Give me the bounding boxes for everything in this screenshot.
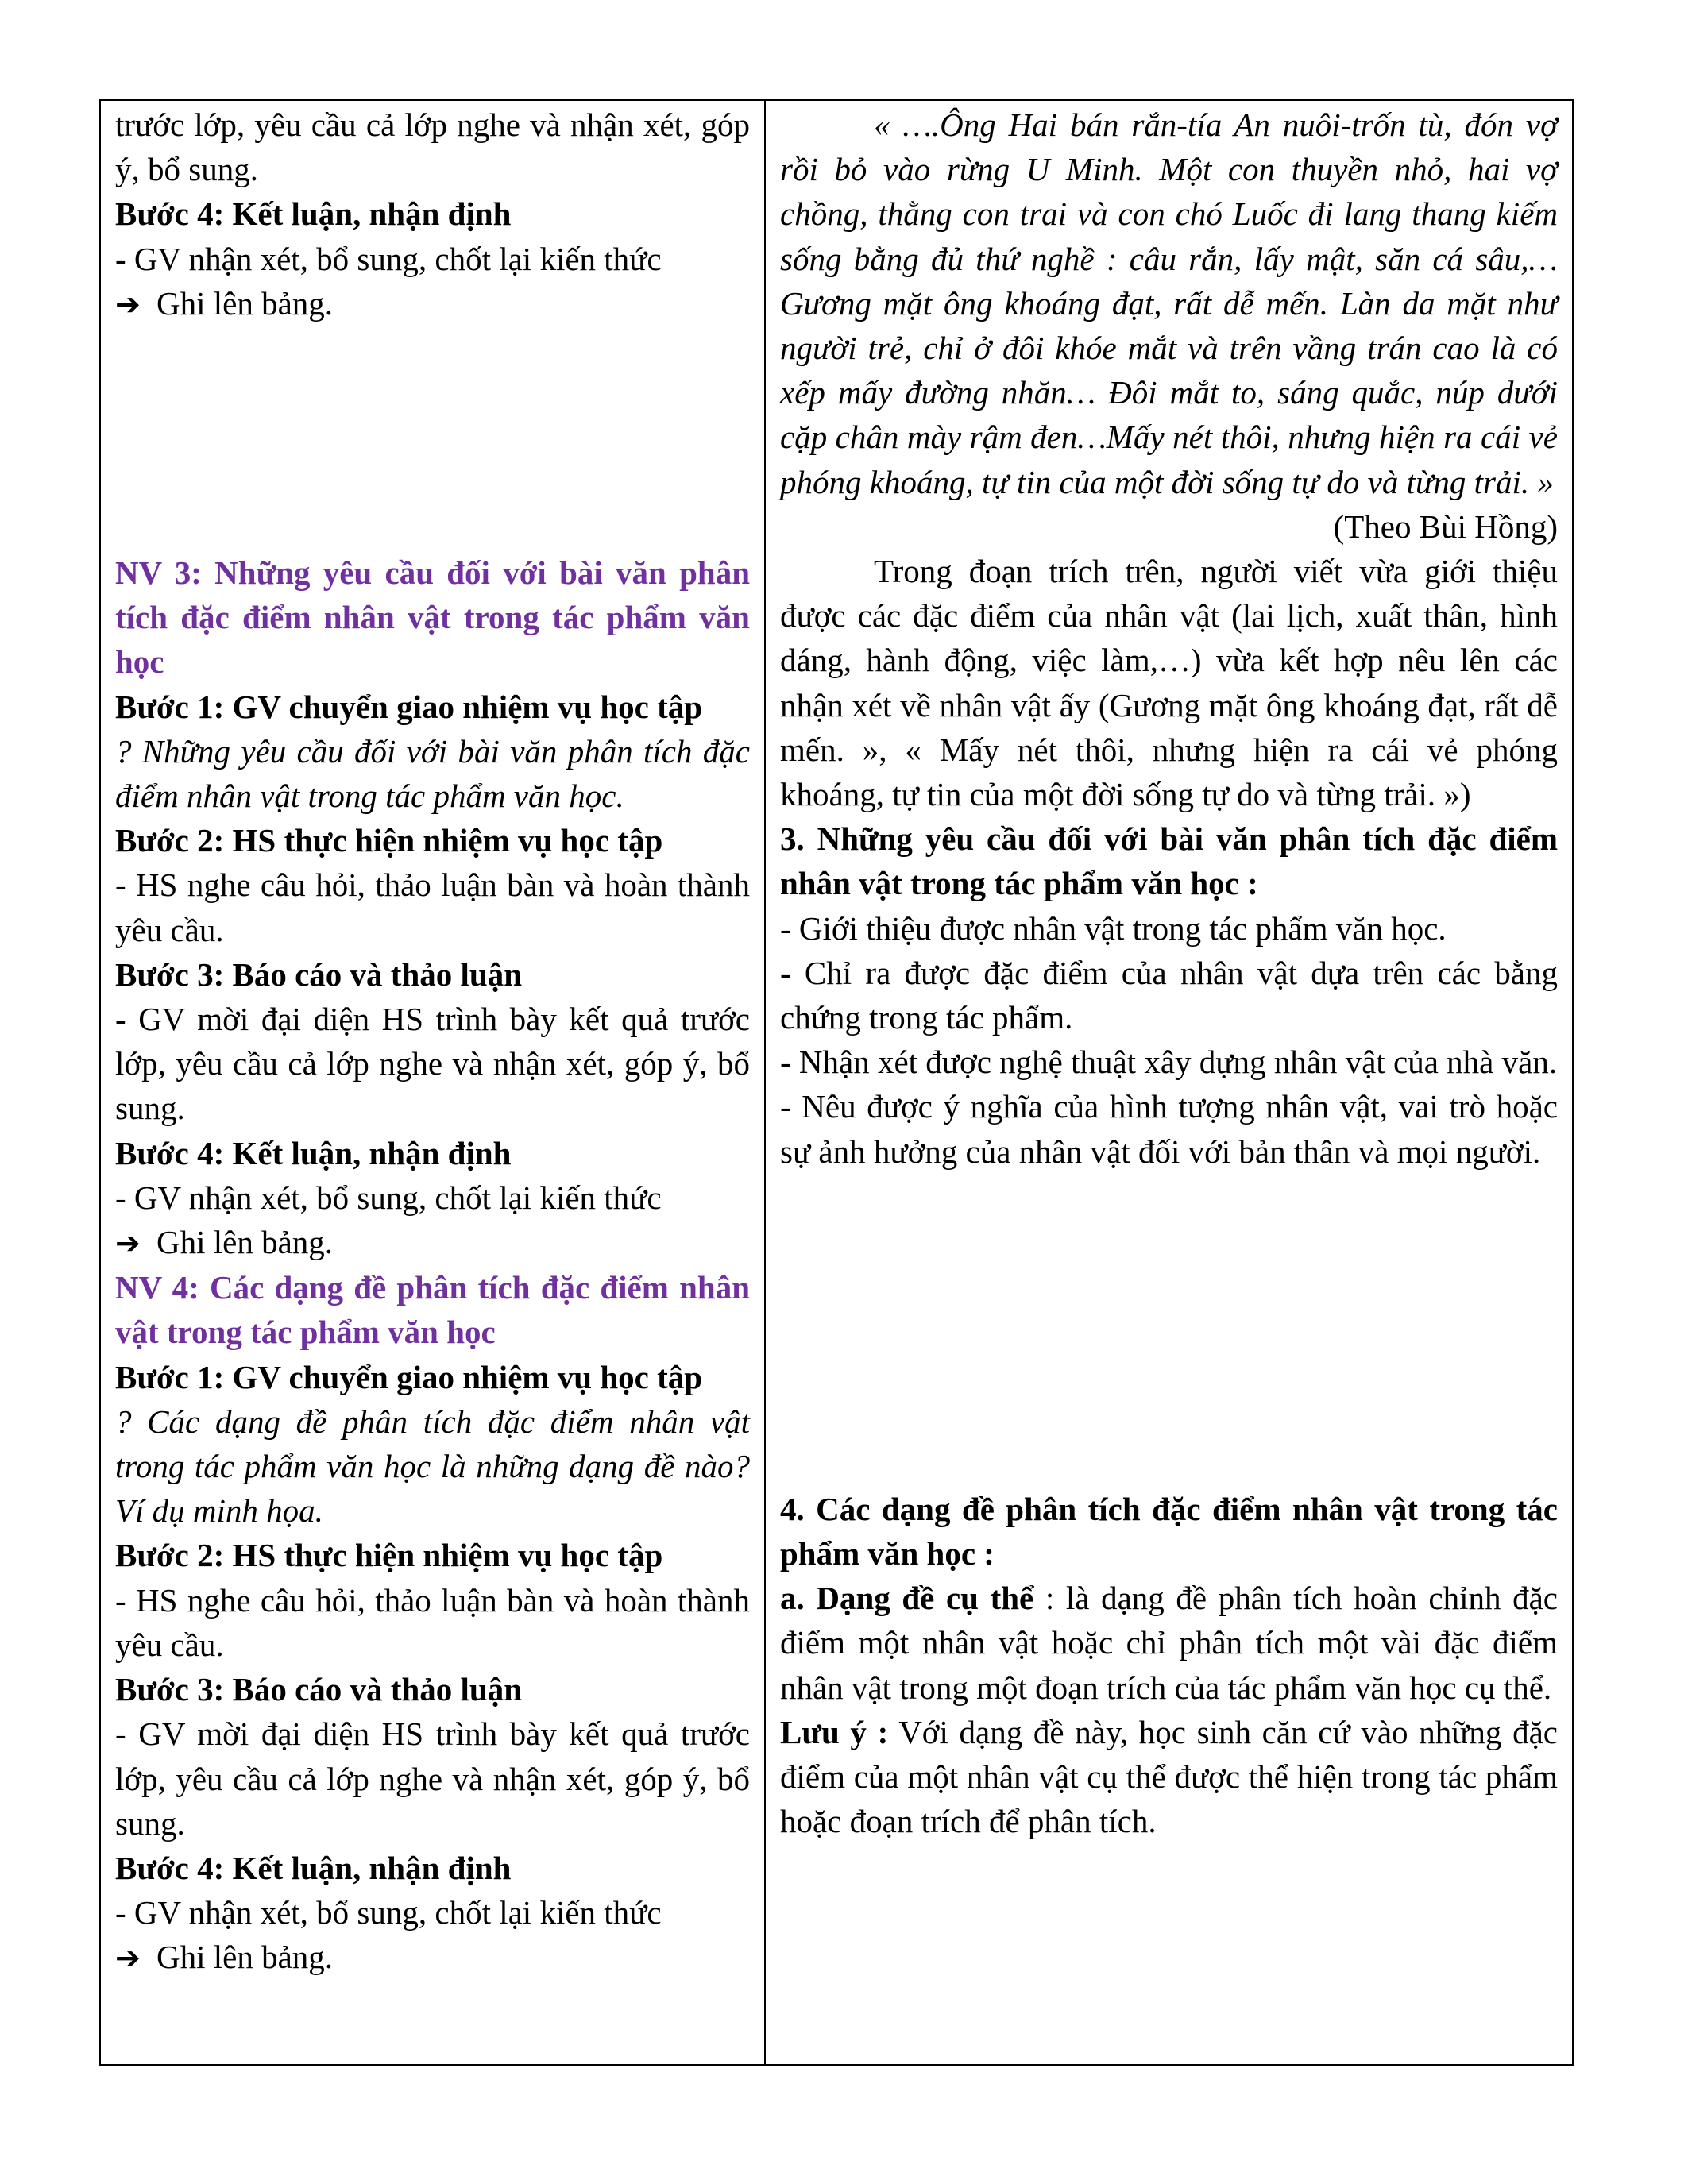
task-4-step4-text: - GV nhận xét, bổ sung, chốt lại kiến thức [115, 1894, 662, 1931]
step3-continuation: trước lớp, yêu cầu cả lớp nghe và nhận xét, góp ý, bổ sung. [115, 106, 750, 188]
task-3-step2-text: - HS nghe câu hỏi, thảo luận bàn và hoàn thành yêu cầu. [115, 866, 750, 948]
task-3-step4-heading: Bước 4: Kết luận, nhận định [115, 1134, 512, 1171]
lesson-table [99, 99, 1574, 2066]
form-a-paragraph [780, 1576, 1558, 1710]
task-3-question: ? Những yêu cầu đối với bài văn phân tích đặc điểm nhân vật trong tác phẩm văn học. [115, 732, 750, 815]
task-3-step4-text: - GV nhận xét, bổ sung, chốt lại kiến thức [115, 1179, 662, 1216]
task-4-step3-heading: Bước 3: Báo cáo và thảo luận [115, 1671, 522, 1708]
task-3-step3-text: - GV mời đại diện HS trình bày kết quả trước lớp, yêu cầu cả lớp nghe và nhận xét, góp ý, bổ sung. [115, 1001, 750, 1127]
quote-source: (Theo Bùi Hồng) [1333, 507, 1558, 545]
note-label: Lưu ý : [780, 1713, 889, 1750]
right-arrow-icon: ➔ [115, 1940, 141, 1976]
form-a-text: : là dạng đề phân tích hoàn chỉnh đặc điểm một nhân vật hoặc chỉ phân tích một vài đặc điểm nhân vật trong một đoạn trích của tác phẩm văn học cụ thể. [780, 1580, 1558, 1706]
teacher-activities-column [101, 101, 766, 2064]
right-arrow-icon: ➔ [115, 286, 141, 322]
note-paragraph [780, 1710, 1558, 1844]
task-3-step3-heading: Bước 3: Báo cáo và thảo luận [115, 955, 522, 993]
task-4-step3-text: - GV mời đại diện HS trình bày kết quả trước lớp, yêu cầu cả lớp nghe và nhận xét, góp ý, bổ sung. [115, 1715, 750, 1842]
task-4-step4-heading: Bước 4: Kết luận, nhận định [115, 1849, 512, 1886]
task-4-question: ? Các dạng đề phân tích đặc điểm nhân vật trong tác phẩm văn học là những dạng đề nào? Ví dụ minh họa. [115, 1403, 750, 1530]
requirement-item: - Nhận xét được nghệ thuật xây dựng nhân vật của nhà văn. [780, 1044, 1558, 1081]
form-a-label: a. Dạng đề cụ thể [780, 1580, 1034, 1617]
task-4-step1-heading: Bước 1: GV chuyển giao nhiệm vụ học tập [115, 1358, 703, 1395]
note-text: Với dạng đề này, học sinh căn cứ vào những đặc điểm của một nhân vật cụ thể được thể hiện trong tác phẩm hoặc đoạn trích để phân tích. [780, 1713, 1559, 1840]
right-arrow-icon: ➔ [115, 1225, 141, 1261]
content-column [766, 101, 1572, 2064]
task-4-record-line: ➔ Ghi lên bảng. [115, 1935, 750, 1980]
section-3-heading: 3. Những yêu cầu đối với bài văn phân tích đặc điểm nhân vật trong tác phẩm văn học : [780, 820, 1558, 902]
task-4-heading: NV 4: Các dạng đề phân tích đặc điểm nhân vật trong tác phẩm văn học [115, 1269, 750, 1351]
requirement-item: - Nêu được ý nghĩa của hình tượng nhân vật, vai trò hoặc sự ảnh hưởng của nhân vật đối với bản thân và mọi người. [780, 1088, 1558, 1170]
task-4-step2-heading: Bước 2: HS thực hiện nhiệm vụ học tập [115, 1537, 663, 1574]
step4-heading: Bước 4: Kết luận, nhận định [115, 195, 512, 233]
task-4-step2-text: - HS nghe câu hỏi, thảo luận bàn và hoàn thành yêu cầu. [115, 1581, 750, 1663]
example-quote: « ….Ông Hai bán rắn-tía An nuôi-trốn tù, đón vợ rồi bỏ vào rừng U Minh. Một con thuyền nhỏ, hai vợ chồng, thằng con trai và con chó Luốc đi lang thang kiếm sống bằng đủ thứ nghề : câu rắn, lấy mật, săn cá sâu,…Gương mặt ông khoáng đạt, rất dễ mến. Làn da mặt như người trẻ, chỉ ở đôi khóe mắt và trên vầng trán cao là có xếp mấy đường nhăn… Đôi mắt to, sáng quắc, núp dưới cặp chân mày rậm đen…Mấy nét thôi, nhưng hiện ra cái vẻ phóng khoáng, tự tin của một đời sống tự do và từng trải. » [780, 106, 1558, 500]
example-analysis: Trong đoạn trích trên, người viết vừa giới thiệu được các đặc điểm của nhân vật (lai lịch, xuất thân, hình dáng, hành động, việc làm,…) vừa kết hợp nêu lên các nhận xét về nhân vật ấy (Gương mặt ông khoáng đạt, rất dễ mến. », « Mấy nét thôi, nhưng hiện ra cái vẻ phóng khoáng, tự tin của một đời sống tự do và từng trải. ») [780, 553, 1558, 813]
spacer [780, 1174, 1558, 1487]
requirement-item: - Chỉ ra được đặc điểm của nhân vật dựa trên các bằng chứng trong tác phẩm. [780, 954, 1558, 1036]
task-3-step2-heading: Bước 2: HS thực hiện nhiệm vụ học tập [115, 822, 663, 859]
step4-text: - GV nhận xét, bổ sung, chốt lại kiến thức [115, 240, 662, 277]
record-line: ➔ Ghi lên bảng. [115, 281, 750, 326]
task-3-heading: NV 3: Những yêu cầu đối với bài văn phân tích đặc điểm nhân vật trong tác phẩm văn học [115, 554, 750, 681]
requirement-item: - Giới thiệu được nhân vật trong tác phẩm văn học. [780, 909, 1447, 947]
task-3-record-line: ➔ Ghi lên bảng. [115, 1220, 750, 1265]
section-4-heading: 4. Các dạng đề phân tích đặc điểm nhân vật trong tác phẩm văn học : [780, 1490, 1558, 1572]
task-3-step1-heading: Bước 1: GV chuyển giao nhiệm vụ học tập [115, 688, 703, 725]
spacer [115, 326, 750, 550]
